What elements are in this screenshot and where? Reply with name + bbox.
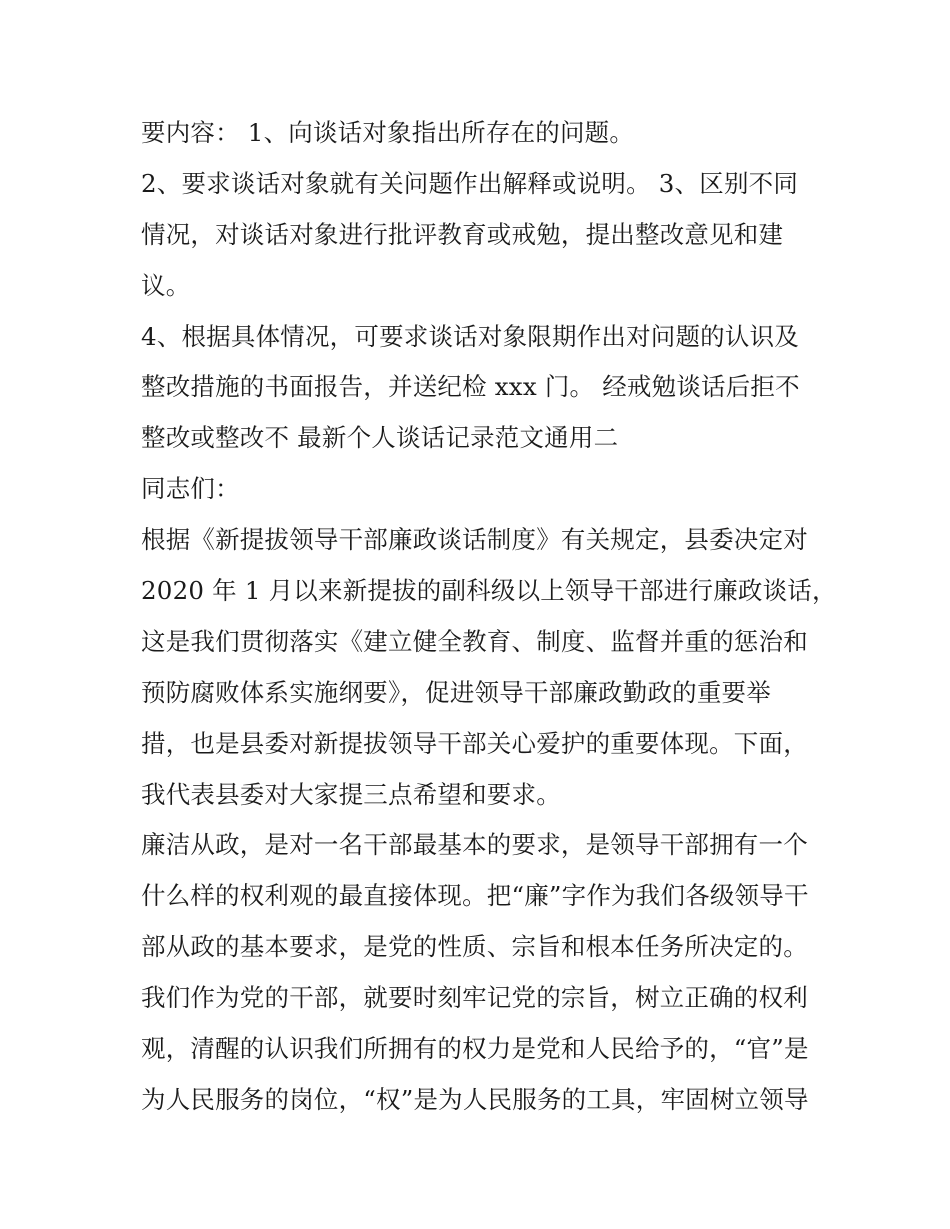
text-line: 预防腐败体系实施纲要》，促进领导干部廉政勤政的重要举 bbox=[141, 677, 771, 707]
text-line: 2、要求谈话对象就有关问题作出解释或说明。 3、区别不同 bbox=[141, 168, 799, 198]
text-line: 我代表县委对大家提三点希望和要求。 bbox=[141, 779, 561, 809]
text-line: 2020 年 1 月以来新提拔的副科级以上领导干部进行廉政谈话， bbox=[141, 576, 837, 606]
text-line: 我们作为党的干部，就要时刻牢记党的宗旨，树立正确的权利 bbox=[141, 983, 808, 1013]
text-line: 要内容： 1、向谈话对象指出所存在的问题。 bbox=[141, 118, 635, 147]
text-line: 为人民服务的岗位，“权”是为人民服务的工具，牢固树立领导 bbox=[141, 1084, 809, 1114]
text-line: 什么样的权利观的最直接体现。把“廉”字作为我们各级领导干 bbox=[141, 881, 809, 911]
text-line: 观，清醒的认识我们所拥有的权力是党和人民给予的，“官”是 bbox=[141, 1034, 809, 1064]
text-line: 根据《新提拔领导干部廉政谈话制度》有关规定，县委决定对 bbox=[141, 525, 808, 555]
text-line: 整改或整改不 最新个人谈话记录范文通用二 bbox=[141, 423, 619, 453]
text-line: 议。 bbox=[141, 270, 191, 300]
text-line: 4、根据具体情况，可要求谈话对象限期作出对问题的认识及 bbox=[141, 321, 799, 351]
text-line: 部从政的基本要求，是党的性质、宗旨和根本任务所决定的。 bbox=[141, 932, 808, 962]
text-line: 廉洁从政，是对一名干部最基本的要求，是领导干部拥有一个 bbox=[141, 830, 808, 860]
text-line: 情况，对谈话对象进行批评教育或戒勉，提出整改意见和建 bbox=[141, 219, 784, 249]
text-line: 措，也是县委对新提拔领导干部关心爱护的重要体现。下面， bbox=[141, 728, 808, 758]
salutation: 同志们： bbox=[141, 474, 240, 504]
text-line: 整改措施的书面报告，并送纪检 xxx 门。 经戒勉谈话后拒不 bbox=[141, 372, 800, 402]
document-body bbox=[141, 108, 837, 1126]
text-line: 这是我们贯彻落实《建立健全教育、制度、监督并重的惩治和 bbox=[141, 626, 808, 656]
